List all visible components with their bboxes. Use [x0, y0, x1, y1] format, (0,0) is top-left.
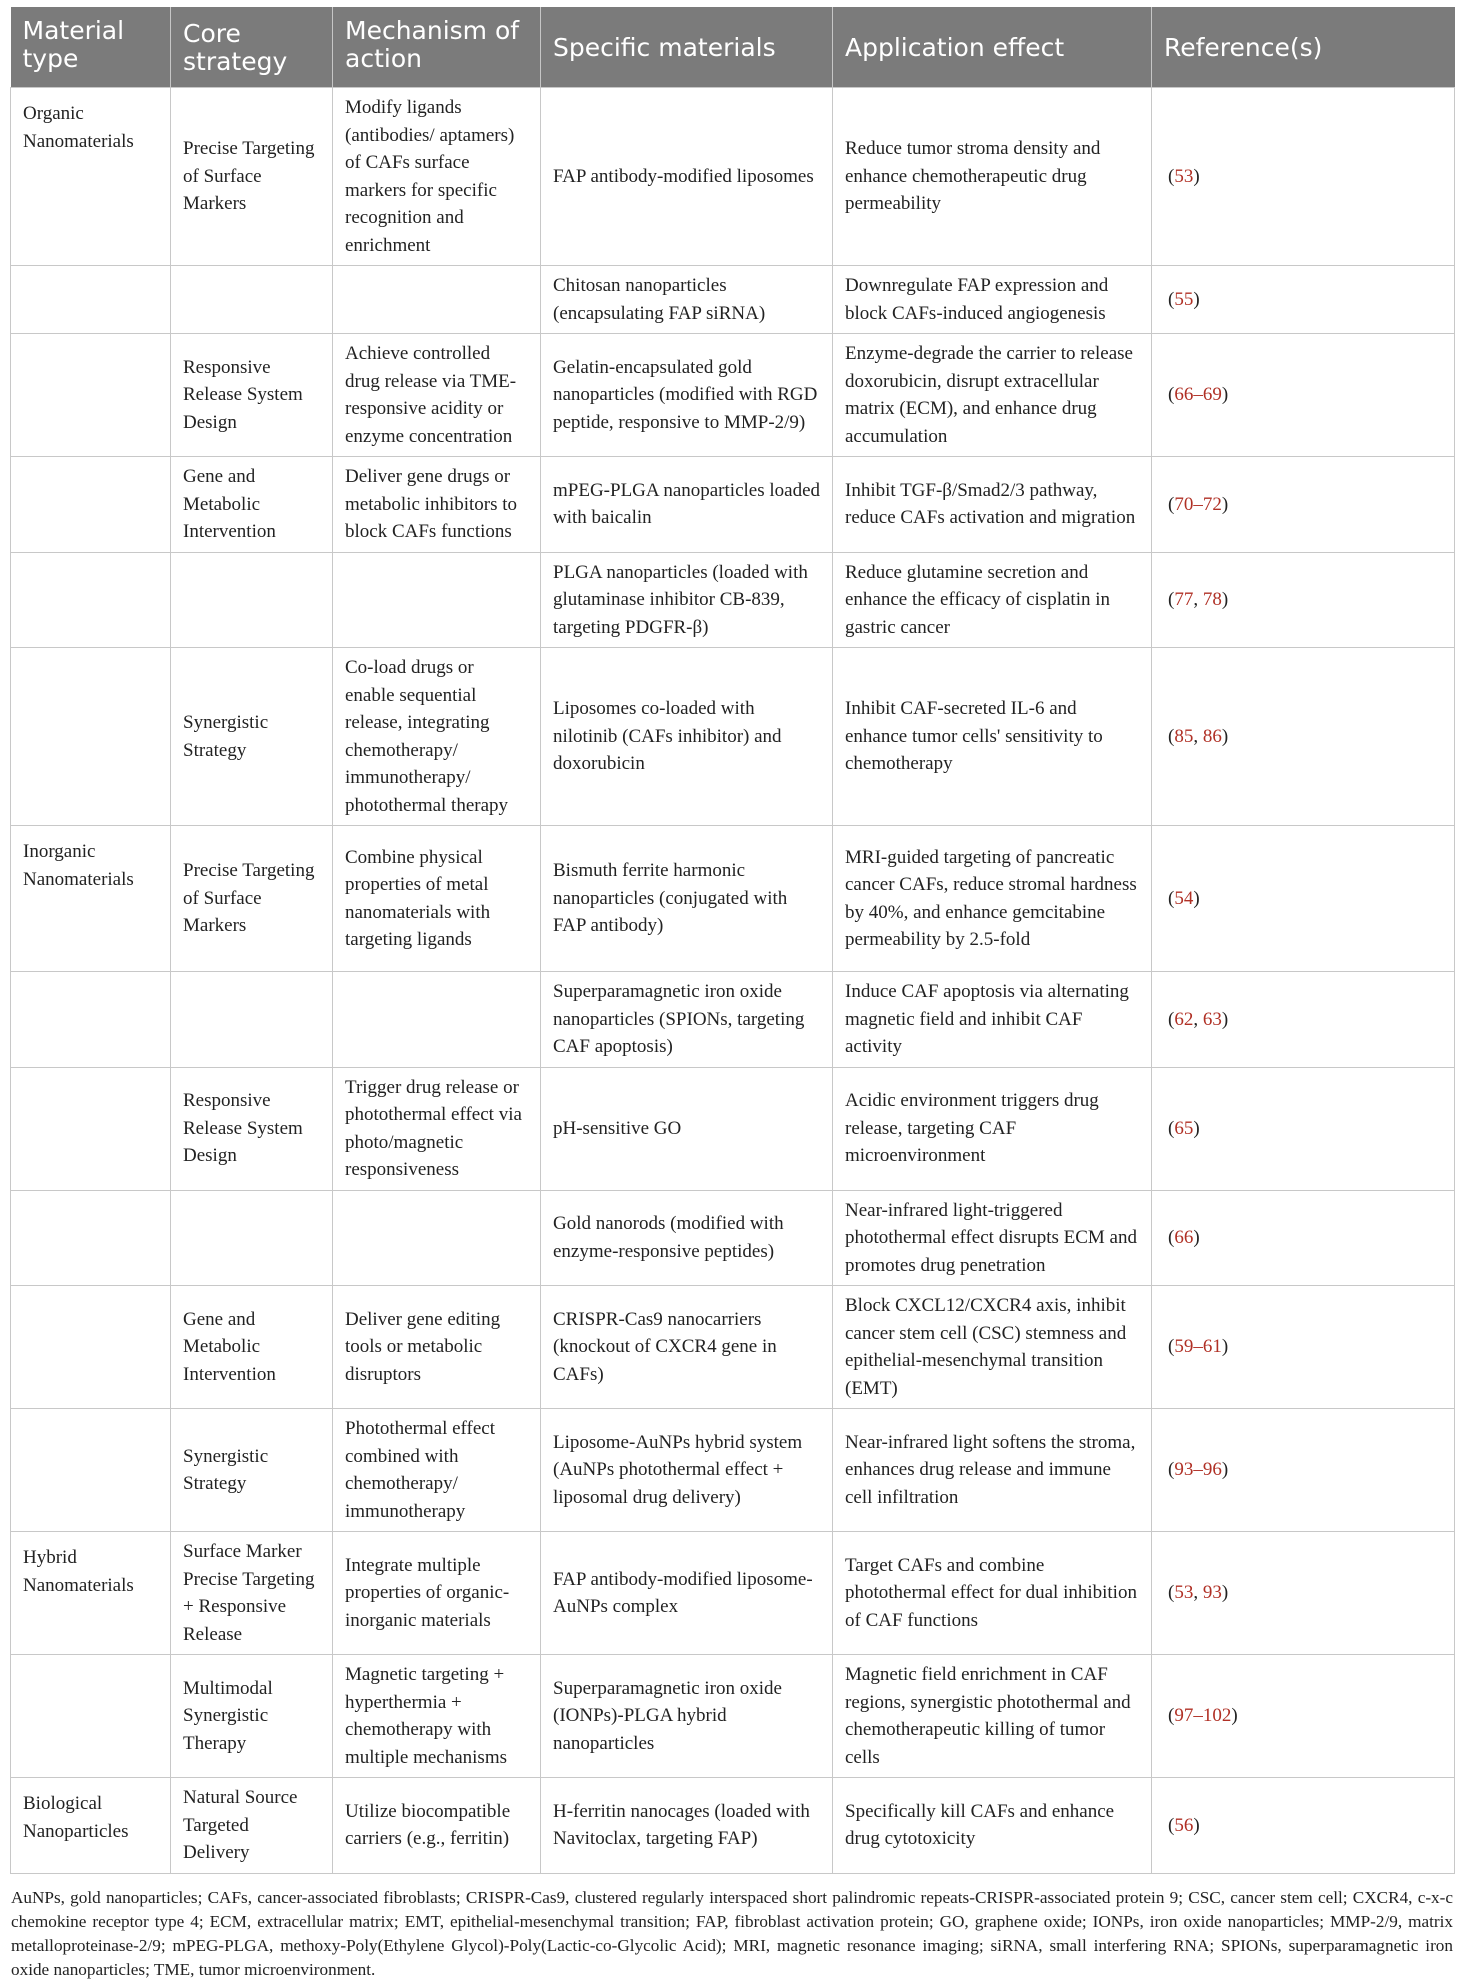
- reference-link[interactable]: 77: [1174, 589, 1194, 610]
- reference-paren-open: (: [1168, 1705, 1175, 1727]
- table-footnote: AuNPs, gold nanoparticles; CAFs, cancer-associated fibroblasts; CRISPR-Cas9, clustered regularly interspaced short palindromic repeats-CRISPR-associated protein 9; CSC, cancer stem cell; CXCR4, c-x-c chemokine receptor type 4; ECM, extracellular matrix; EMT, epithelial-mesenchymal transition; FAP, fibroblast activation protein; GO, graphene oxide; IONPs, iron oxide nanoparticles; MMP-2/9, matrix metalloproteinase-2/9; mPEG-PLGA, methoxy-Poly(Ethylene Glycol)-Poly(Lactic-co-Glycolic Acid); MRI, magnetic resonance imaging; siRNA, small interfering RNA; SPIONs, superparamagnetic iron oxide nanoparticles; TME, tumor microenvironment.: [11, 1887, 1453, 1979]
- core-strategy-cell: Synergistic Strategy: [171, 1409, 333, 1532]
- reference-link[interactable]: 54: [1174, 887, 1194, 909]
- reference-link[interactable]: 93–96: [1174, 1459, 1222, 1481]
- material-type-cell: [11, 457, 171, 553]
- core-strategy-cell: Gene and Metabolic Intervention: [171, 1286, 333, 1409]
- reference-link[interactable]: 66: [1174, 1227, 1194, 1248]
- specific-materials-cell: mPEG-PLGA nanoparticles loaded with baicalin: [541, 457, 833, 553]
- reference-paren-open: (: [1168, 1227, 1175, 1248]
- material-type-cell: [11, 1286, 171, 1409]
- reference-paren-open: (: [1168, 887, 1175, 909]
- specific-materials-cell: Liposomes co-loaded with nilotinib (CAFs inhibitor) and doxorubicin: [541, 648, 833, 826]
- table-row: [11, 1190, 1455, 1286]
- core-strategy-cell: Responsive Release System Design: [171, 1067, 333, 1190]
- core-strategy-cell: Responsive Release System Design: [171, 334, 333, 457]
- specific-materials-cell: FAP antibody-modified liposomes: [541, 88, 833, 266]
- reference-separator: ,: [1193, 589, 1203, 610]
- reference-paren-close: ): [1221, 1582, 1229, 1604]
- core-strategy-cell: [171, 266, 333, 334]
- reference-paren-close: ): [1193, 887, 1200, 909]
- table-row: [11, 1067, 1455, 1190]
- specific-materials-cell: Liposome-AuNPs hybrid system (AuNPs photothermal effect + liposomal drug delivery): [541, 1409, 833, 1532]
- reference-cell: [1152, 1655, 1455, 1778]
- reference-cell: [1152, 1286, 1455, 1409]
- reference-link[interactable]: 59–61: [1174, 1336, 1222, 1358]
- table-row: [11, 648, 1455, 826]
- application-effect-cell: Near-infrared light softens the stroma, enhances drug release and immune cell infiltration: [833, 1409, 1152, 1532]
- core-strategy-cell: Precise Targeting of Surface Markers: [171, 88, 333, 266]
- reference-link[interactable]: 85: [1174, 725, 1194, 747]
- reference-paren-open: (: [1168, 493, 1175, 515]
- reference-paren-open: (: [1168, 1336, 1175, 1358]
- reference-paren-close: ): [1231, 1705, 1238, 1727]
- table-row: [11, 1778, 1455, 1874]
- reference-paren-open: (: [1168, 1814, 1175, 1836]
- core-strategy-cell: [171, 552, 333, 648]
- application-effect-cell: MRI-guided targeting of pancreatic cancer CAFs, reduce stromal hardness by 40%, and enhance gemcitabine permeability by 2.5-fold: [833, 826, 1152, 972]
- header-row: [11, 7, 1455, 88]
- reference-paren-open: (: [1168, 288, 1175, 310]
- application-effect-cell: Target CAFs and combine photothermal effect for dual inhibition of CAF functions: [833, 1532, 1152, 1655]
- reference-paren-close: ): [1193, 288, 1200, 310]
- specific-materials-cell: Gold nanorods (modified with enzyme-responsive peptides): [541, 1190, 833, 1286]
- application-effect-cell: Acidic environment triggers drug release, targeting CAF microenvironment: [833, 1067, 1152, 1190]
- mechanism-cell: Photothermal effect combined with chemotherapy/ immunotherapy: [333, 1409, 541, 1532]
- material-type-cell: Organic Nanomaterials: [11, 88, 171, 266]
- reference-cell: [1152, 972, 1455, 1068]
- reference-paren-close: ): [1221, 1336, 1229, 1358]
- reference-cell: [1152, 1532, 1455, 1655]
- table-row: [11, 1409, 1455, 1532]
- application-effect-cell: Block CXCL12/CXCR4 axis, inhibit cancer stem cell (CSC) stemness and epithelial-mesenchymal transition (EMT): [833, 1286, 1152, 1409]
- mechanism-cell: Utilize biocompatible carriers (e.g., ferritin): [333, 1778, 541, 1874]
- header-mechanism: Mechanism of action: [333, 7, 541, 88]
- mechanism-cell: Modify ligands (antibodies/ aptamers) of CAFs surface markers for specific recognition and enrichment: [333, 88, 541, 266]
- material-type-cell: [11, 266, 171, 334]
- specific-materials-cell: Bismuth ferrite harmonic nanoparticles (conjugated with FAP antibody): [541, 826, 833, 972]
- application-effect-cell: Reduce tumor stroma density and enhance chemotherapeutic drug permeability: [833, 88, 1152, 266]
- reference-cell: [1152, 648, 1455, 826]
- reference-paren-close: ): [1193, 1117, 1200, 1139]
- mechanism-cell: [333, 552, 541, 648]
- specific-materials-cell: pH-sensitive GO: [541, 1067, 833, 1190]
- application-effect-cell: Downregulate FAP expression and block CAFs-induced angiogenesis: [833, 266, 1152, 334]
- table-row: [11, 457, 1455, 553]
- table-row: [11, 334, 1455, 457]
- material-type-cell: [11, 648, 171, 826]
- specific-materials-cell: CRISPR-Cas9 nanocarriers (knockout of CXCR4 gene in CAFs): [541, 1286, 833, 1409]
- specific-materials-cell: FAP antibody-modified liposome-AuNPs complex: [541, 1532, 833, 1655]
- application-effect-cell: Enzyme-degrade the carrier to release doxorubicin, disrupt extracellular matrix (ECM), and enhance drug accumulation: [833, 334, 1152, 457]
- reference-cell: [1152, 266, 1455, 334]
- application-effect-cell: Induce CAF apoptosis via alternating magnetic field and inhibit CAF activity: [833, 972, 1152, 1068]
- material-type-cell: [11, 334, 171, 457]
- mechanism-cell: [333, 972, 541, 1068]
- mechanism-cell: Deliver gene editing tools or metabolic disruptors: [333, 1286, 541, 1409]
- material-type-cell: [11, 972, 171, 1068]
- specific-materials-cell: Chitosan nanoparticles (encapsulating FAP siRNA): [541, 266, 833, 334]
- table-body: [11, 88, 1455, 1874]
- table-row: [11, 1532, 1455, 1655]
- reference-paren-close: ): [1221, 493, 1229, 515]
- reference-separator: ,: [1193, 1008, 1203, 1030]
- specific-materials-cell: Superparamagnetic iron oxide (IONPs)-PLGA hybrid nanoparticles: [541, 1655, 833, 1778]
- material-type-cell: Inorganic Nanomaterials: [11, 826, 171, 972]
- table-row: [11, 1655, 1455, 1778]
- reference-link[interactable]: 53: [1174, 165, 1194, 187]
- application-effect-cell: Near-infrared light-triggered photothermal effect disrupts ECM and promotes drug penetration: [833, 1190, 1152, 1286]
- reference-cell: [1152, 1778, 1455, 1874]
- material-type-cell: Biological Nanoparticles: [11, 1778, 171, 1874]
- core-strategy-cell: Surface Marker Precise Targeting + Responsive Release: [171, 1532, 333, 1655]
- table-row: [11, 1286, 1455, 1409]
- reference-paren-open: (: [1168, 1459, 1175, 1481]
- reference-cell: [1152, 88, 1455, 266]
- reference-link[interactable]: 86: [1202, 725, 1222, 747]
- specific-materials-cell: PLGA nanoparticles (loaded with glutaminase inhibitor CB-839, targeting PDGFR-β): [541, 552, 833, 648]
- specific-materials-cell: H-ferritin nanocages (loaded with Navitoclax, targeting FAP): [541, 1778, 833, 1874]
- reference-paren-close: ): [1221, 725, 1229, 747]
- reference-cell: [1152, 457, 1455, 553]
- reference-link[interactable]: 70–72: [1174, 493, 1222, 515]
- reference-paren-close: ): [1221, 384, 1229, 406]
- reference-paren-open: (: [1168, 384, 1175, 406]
- reference-paren-open: (: [1168, 1117, 1175, 1139]
- reference-separator: ,: [1193, 725, 1203, 747]
- core-strategy-cell: Gene and Metabolic Intervention: [171, 457, 333, 553]
- application-effect-cell: Inhibit CAF-secreted IL-6 and enhance tumor cells' sensitivity to chemotherapy: [833, 648, 1152, 826]
- reference-paren-open: (: [1168, 165, 1175, 187]
- application-effect-cell: Inhibit TGF-β/Smad2/3 pathway, reduce CAFs activation and migration: [833, 457, 1152, 553]
- reference-paren-open: (: [1168, 1582, 1175, 1604]
- header-references: Reference(s): [1152, 7, 1455, 88]
- material-type-cell: [11, 1409, 171, 1532]
- header-material-type: Material type: [11, 7, 171, 88]
- reference-link[interactable]: 63: [1202, 1008, 1222, 1030]
- reference-paren-open: (: [1168, 725, 1175, 747]
- reference-link[interactable]: 66–69: [1174, 384, 1222, 406]
- reference-link[interactable]: 62: [1174, 1008, 1194, 1030]
- reference-paren-close: ): [1193, 165, 1200, 187]
- reference-paren-close: ): [1221, 1008, 1229, 1030]
- application-effect-cell: Magnetic field enrichment in CAF regions, synergistic photothermal and chemotherapeutic killing of tumor cells: [833, 1655, 1152, 1778]
- reference-separator: ,: [1193, 1582, 1203, 1604]
- core-strategy-cell: Precise Targeting of Surface Markers: [171, 826, 333, 972]
- mechanism-cell: Trigger drug release or photothermal effect via photo/magnetic responsiveness: [333, 1067, 541, 1190]
- reference-link[interactable]: 78: [1202, 589, 1222, 610]
- table-row: [11, 972, 1455, 1068]
- data-table: [10, 7, 1455, 1874]
- reference-link[interactable]: 93: [1202, 1582, 1222, 1604]
- reference-cell: [1152, 1067, 1455, 1190]
- header-application-effect: Application effect: [833, 7, 1152, 88]
- mechanism-cell: Combine physical properties of metal nanomaterials with targeting ligands: [333, 826, 541, 972]
- mechanism-cell: Co-load drugs or enable sequential release, integrating chemotherapy/ immunotherapy/ photothermal therapy: [333, 648, 541, 826]
- reference-link[interactable]: 56: [1174, 1814, 1194, 1836]
- reference-cell: [1152, 1190, 1455, 1286]
- core-strategy-cell: Synergistic Strategy: [171, 648, 333, 826]
- reference-paren-open: (: [1168, 1008, 1175, 1030]
- core-strategy-cell: [171, 972, 333, 1068]
- header-specific-materials: Specific materials: [541, 7, 833, 88]
- material-type-cell: Hybrid Nanomaterials: [11, 1532, 171, 1655]
- core-strategy-cell: Natural Source Targeted Delivery: [171, 1778, 333, 1874]
- document: [10, 7, 1454, 1982]
- mechanism-cell: [333, 266, 541, 334]
- mechanism-cell: [333, 1190, 541, 1286]
- reference-paren-close: ): [1221, 589, 1229, 610]
- material-type-cell: [11, 1190, 171, 1286]
- table-row: [11, 266, 1455, 334]
- specific-materials-cell: Superparamagnetic iron oxide nanoparticles (SPIONs, targeting CAF apoptosis): [541, 972, 833, 1068]
- material-type-cell: [11, 1067, 171, 1190]
- reference-paren-close: ): [1221, 1459, 1229, 1481]
- reference-paren-open: (: [1168, 589, 1175, 610]
- material-type-cell: [11, 1655, 171, 1778]
- mechanism-cell: Magnetic targeting + hyperthermia + chemotherapy with multiple mechanisms: [333, 1655, 541, 1778]
- material-type-cell: [11, 552, 171, 648]
- mechanism-cell: Integrate multiple properties of organic-inorganic materials: [333, 1532, 541, 1655]
- reference-paren-close: ): [1193, 1227, 1200, 1248]
- specific-materials-cell: Gelatin-encapsulated gold nanoparticles (modified with RGD peptide, responsive to MMP-2/9): [541, 334, 833, 457]
- core-strategy-cell: Multimodal Synergistic Therapy: [171, 1655, 333, 1778]
- core-strategy-cell: [171, 1190, 333, 1286]
- header-core-strategy: Core strategy: [171, 7, 333, 88]
- reference-link[interactable]: 97–102: [1174, 1705, 1232, 1727]
- application-effect-cell: Reduce glutamine secretion and enhance the efficacy of cisplatin in gastric cancer: [833, 552, 1152, 648]
- reference-paren-close: ): [1193, 1814, 1200, 1836]
- mechanism-cell: Achieve controlled drug release via TME-responsive acidity or enzyme concentration: [333, 334, 541, 457]
- table-row: [11, 552, 1455, 648]
- table-row: [11, 88, 1455, 266]
- table-row: [11, 826, 1455, 972]
- application-effect-cell: Specifically kill CAFs and enhance drug cytotoxicity: [833, 1778, 1152, 1874]
- reference-link[interactable]: 53: [1174, 1582, 1194, 1604]
- mechanism-cell: Deliver gene drugs or metabolic inhibitors to block CAFs functions: [333, 457, 541, 553]
- reference-cell: [1152, 552, 1455, 648]
- reference-link[interactable]: 55: [1174, 288, 1194, 310]
- reference-cell: [1152, 334, 1455, 457]
- reference-cell: [1152, 1409, 1455, 1532]
- reference-cell: [1152, 826, 1455, 972]
- reference-link[interactable]: 65: [1174, 1117, 1194, 1139]
